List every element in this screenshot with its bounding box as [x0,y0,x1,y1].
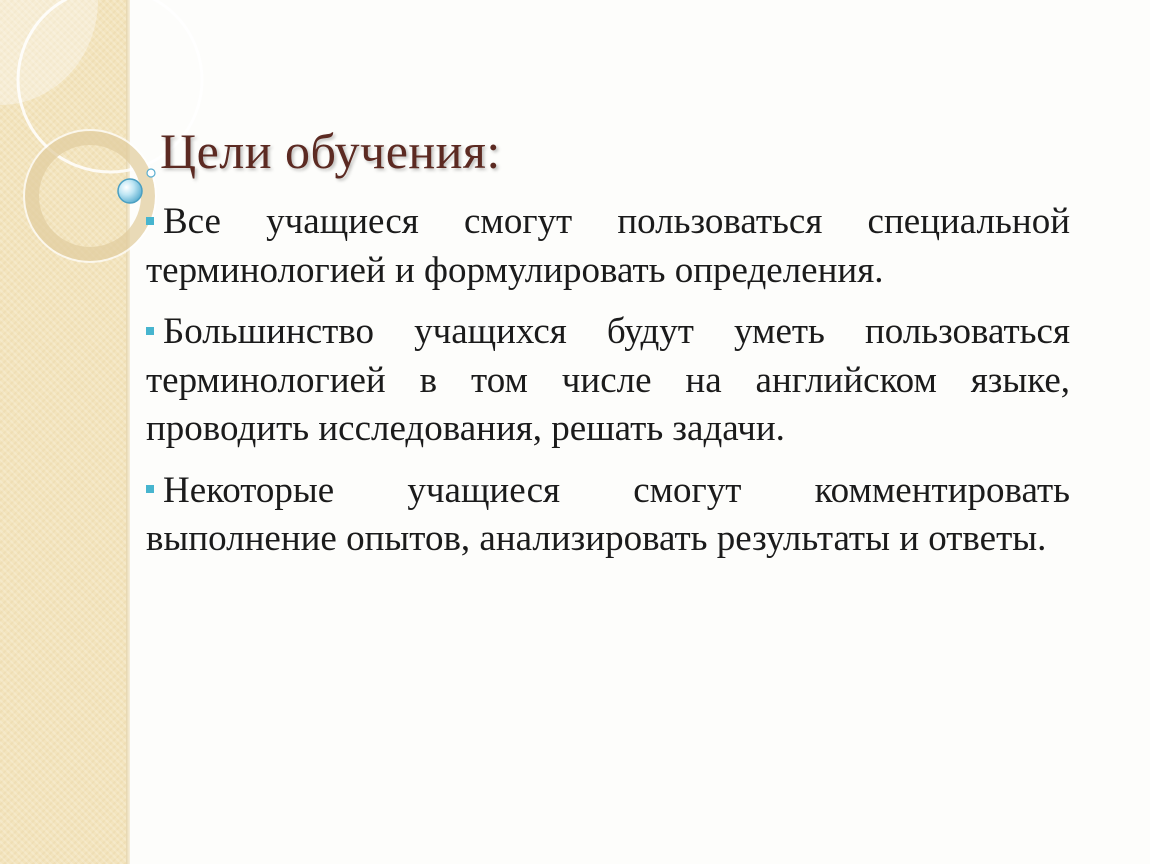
slide-title: Цели обучения: [160,123,501,179]
objectives-list [146,198,1070,577]
bullet-square-icon [146,327,154,335]
bullet-square-icon [146,485,154,493]
list-item-text: Некоторые учащиеся смогут комментировать выполнение опытов, анализировать результаты и ответы. [146,469,1070,559]
bullet-square-icon [146,217,154,225]
decorative-orb [118,179,142,203]
list-item-text: Все учащиеся смогут пользоваться специальной терминологией и формулировать определения. [146,201,1070,291]
list-item [146,198,1070,295]
list-item-text: Большинство учащихся будут уметь пользоваться терминологией в том числе на английском языке, проводить исследования, решать задачи. [146,311,1070,449]
decorative-dot [147,169,155,177]
list-item [146,467,1070,564]
list-item [146,308,1070,454]
decorative-arc [0,0,98,105]
